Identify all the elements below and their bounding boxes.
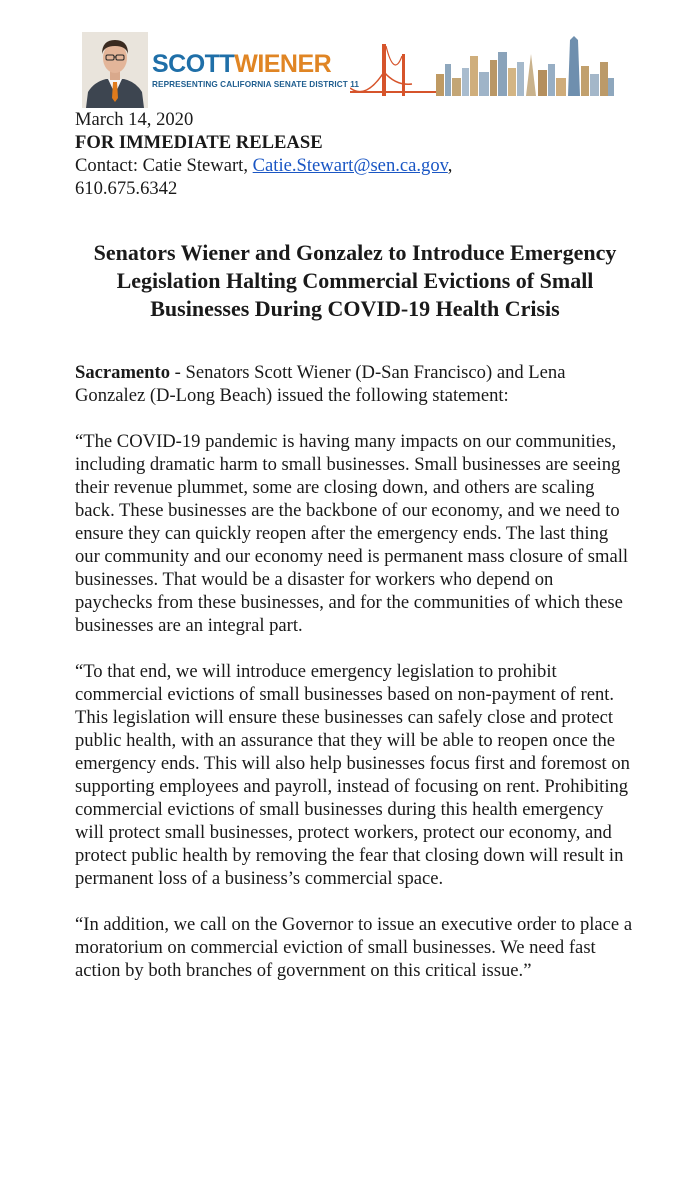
contact-line xyxy=(75,154,635,177)
body-paragraph-2: “To that end, we will introduce emergency legislation to prohibit commercial evictions of small businesses based on non-payment of rent. This legislation will ensure these businesses can safely close and protect public health, with an assurance that they will be able to reopen once the emergency ends. This will also help businesses focus first and foremost on supporting employees and payroll, instead of focusing on rent. Prohibiting commercial evictions of small businesses during this health emergency will protect small businesses, protect workers, protect our economy, and protect public health by removing the fear that closing down will result in permanent loss of a business’s commercial space. xyxy=(75,661,630,889)
intro-text: - Senators Scott Wiener (D-San Francisco) and Lena Gonzalez (D-Long Beach) issued the following statement: xyxy=(75,362,566,406)
release-title: Senators Wiener and Gonzalez to Introduce Emergency Legislation Halting Commercial Evictions of Small Businesses During COVID-19 Health Crisis xyxy=(93,240,617,321)
body-paragraph-3: “In addition, we call on the Governor to issue an executive order to place a moratorium on commercial eviction of small businesses. We need fast action by both branches of government on this critical issue.” xyxy=(75,914,633,981)
dateline: Sacramento xyxy=(75,362,171,383)
body-paragraph-1: “The COVID-19 pandemic is having many impacts on our communities, including dramatic harm to small businesses. Small businesses are seeing their revenue plummet, some are closing down, and others are scaling back. These businesses are the backbone of our economy, and we need to ensure they can quickly reopen after the emergency ends. The last thing our community and our economy need is permanent mass closure of small businesses. That would be a disaster for workers who depend on paychecks from these businesses, and for the communities of which these businesses are an integral part. xyxy=(75,431,629,636)
letterhead-banner xyxy=(82,32,614,108)
contact-phone: 610.675.6342 xyxy=(75,178,178,199)
release-type: FOR IMMEDIATE RELEASE xyxy=(75,132,323,153)
contact-email-link[interactable]: Catie.Stewart@sen.ca.gov xyxy=(252,155,448,176)
portrait-photo xyxy=(82,32,148,108)
golden-gate-skyline-graphic xyxy=(350,34,614,106)
contact-prefix: Contact: Catie Stewart, xyxy=(75,155,253,176)
release-date: March 14, 2020 xyxy=(75,109,194,130)
brand-name xyxy=(152,52,359,77)
intro-paragraph xyxy=(75,361,635,407)
brand-first-name: SCOTT xyxy=(152,50,235,78)
release-header xyxy=(75,108,635,200)
contact-suffix: , xyxy=(447,155,453,176)
brand-block xyxy=(152,52,359,89)
release-body xyxy=(75,361,635,982)
press-release xyxy=(75,108,635,1005)
brand-last-name: WIENER xyxy=(234,50,332,78)
brand-tagline: REPRESENTING CALIFORNIA SENATE DISTRICT 11 xyxy=(152,80,360,89)
